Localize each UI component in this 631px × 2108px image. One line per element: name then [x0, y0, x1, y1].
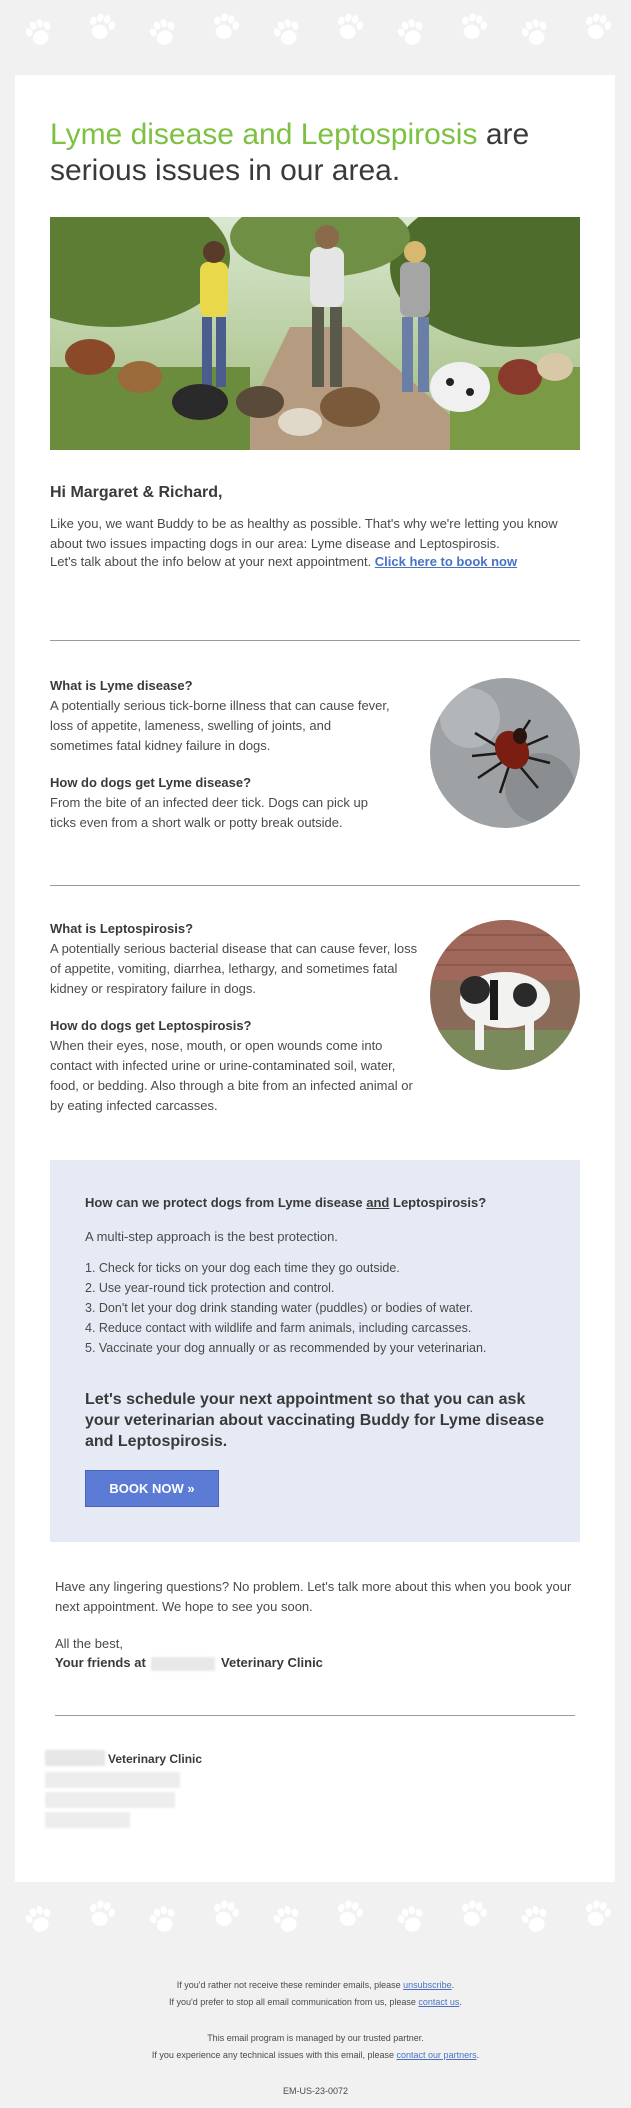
lyme-question-2: How do dogs get Lyme disease? [50, 775, 252, 790]
paw-icon [513, 11, 557, 55]
paw-icon [576, 1893, 618, 1935]
protection-title-a: How can we protect dogs from Lyme disease [85, 1195, 367, 1210]
protection-lead: A multi-step approach is the best protection. [85, 1229, 338, 1244]
protection-steps [85, 1258, 555, 1358]
paw-icon [17, 11, 61, 55]
unsubscribe-link[interactable]: unsubscribe [403, 1980, 452, 1990]
protection-title [85, 1195, 555, 1210]
footer-code: EM-US-23-0072 [282, 2086, 349, 2096]
tick-image [430, 678, 580, 828]
footer-partner-line: This email program is managed by our trusted partner. [207, 2033, 424, 2043]
footer-technical-line: If you experience any technical issues with this email, please contact our partners. [151, 2050, 480, 2060]
lepto-section [50, 920, 420, 1116]
friends-line [55, 1653, 323, 1673]
paw-icon [452, 6, 494, 48]
footer-line-1-text: If you'd rather not receive these reminder emails, please [176, 1980, 404, 1990]
lyme-answer-2: From the bite of an infected deer tick. Dogs can pick up ticks even from a short walk or potty break outside. [50, 795, 368, 830]
contact-partners-link[interactable]: contact our partners [396, 2050, 477, 2060]
paw-icon [80, 6, 122, 48]
protection-panel [50, 1160, 580, 1542]
signature-clinic-suffix: Veterinary Clinic [108, 1752, 203, 1766]
paw-icon [328, 6, 370, 48]
paw-icon [452, 1893, 494, 1935]
hero-image [50, 217, 580, 450]
appointment-cta: Let's schedule your next appointment so that you can ask your veterinarian about vaccinating Buddy for Lyme disease and Leptospirosis. [85, 1391, 545, 1450]
footer-line-2-text: If you'd prefer to stop all email communication from us, please [169, 1997, 419, 2007]
footer-contact-line: If you'd prefer to stop all email communication from us, please contact us. [169, 1997, 462, 2007]
book-now-button[interactable]: BOOK NOW » [85, 1470, 219, 1507]
intro-paragraph-2-text: Let's talk about the info below at your next appointment. [50, 554, 375, 569]
book-now-link[interactable]: Click here to book now [374, 554, 518, 569]
paw-icon [141, 11, 185, 55]
headline [50, 117, 580, 189]
tick-photo [430, 678, 580, 828]
redacted-phone [45, 1812, 130, 1828]
divider [50, 640, 580, 641]
paw-icon [17, 1898, 61, 1942]
paw-icon [204, 1893, 246, 1935]
email-card [15, 75, 615, 1882]
headline-rest: are serious issues in our area. [50, 118, 530, 187]
lyme-answer-1: A potentially serious tick-borne illness that can cause fever, loss of appetite, lameness, swelling of joints, and sometimes fatal kidney failure in dogs. [50, 698, 390, 753]
redacted-address-line [45, 1772, 180, 1788]
dog-walkers-photo [50, 217, 580, 450]
lyme-section [50, 677, 395, 833]
list-item: 3. Don't let your dog drink standing water (puddles) or bodies of water. [85, 1301, 474, 1315]
paw-pattern-top [0, 8, 631, 58]
list-item: 4. Reduce contact with wildlife and farm animals, including carcasses. [85, 1321, 472, 1335]
redacted-address-line [45, 1792, 175, 1808]
divider [55, 1715, 575, 1716]
headline-highlight: Lyme disease and Leptospirosis [50, 118, 478, 151]
footer-line-4-text: If you experience any technical issues with this email, please [151, 2050, 397, 2060]
list-item: 1. Check for ticks on your dog each time they go outside. [85, 1261, 400, 1275]
lepto-answer-2: When their eyes, nose, mouth, or open wounds come into contact with infected urine or urine-contaminated soil, water, food, or bedding. Also through a bite from an infected animal or by eating infected carcasses. [50, 1038, 413, 1113]
paw-icon [204, 6, 246, 48]
list-item: 5. Vaccinate your dog annually or as recommended by your veterinarian. [85, 1341, 487, 1355]
redacted-clinic-name [151, 1657, 215, 1671]
protection-title-and: and [366, 1195, 390, 1210]
paw-icon [513, 1898, 557, 1942]
protection-title-b: Leptospirosis? [389, 1195, 487, 1210]
contact-us-link[interactable]: contact us [418, 1997, 460, 2007]
lepto-answer-1: A potentially serious bacterial disease that can cause fever, loss of appetite, vomiting, diarrhea, lethargy, and sometimes fatal kidney or respiratory failure in dogs. [50, 941, 418, 996]
redacted-clinic-name [45, 1750, 105, 1766]
intro-paragraph-1: Like you, we want Buddy to be as healthy as possible. That's why we're letting you know about two issues impacting dogs in our area: Lyme disease and Leptospirosis. [50, 516, 558, 551]
paw-icon [265, 1898, 309, 1942]
paw-icon [389, 1898, 433, 1942]
divider [50, 885, 580, 886]
closing-paragraph: Have any lingering questions? No problem. Let's talk more about this when you book your next appointment. We hope to see you soon. [55, 1579, 572, 1614]
dog-image [430, 920, 580, 1070]
dog-photo [430, 920, 580, 1070]
paw-pattern-bottom [0, 1895, 631, 1945]
intro-paragraph-2 [50, 552, 580, 572]
paw-icon [576, 6, 618, 48]
list-item: 2. Use year-round tick protection and control. [85, 1281, 335, 1295]
lepto-question-1: What is Leptospirosis? [50, 921, 194, 936]
clinic-signature [45, 1750, 265, 1835]
signoff: All the best, [55, 1636, 123, 1651]
lepto-question-2: How do dogs get Leptospirosis? [50, 1018, 252, 1033]
paw-icon [141, 1898, 185, 1942]
clinic-suffix: Veterinary Clinic [221, 1655, 323, 1670]
footer-unsubscribe-line: If you'd rather not receive these reminder emails, please unsubscribe. [176, 1980, 455, 1990]
paw-icon [265, 11, 309, 55]
paw-icon [389, 11, 433, 55]
greeting: Hi Margaret & Richard, [50, 484, 223, 501]
friends-prefix: Your friends at [55, 1655, 146, 1670]
lyme-question-1: What is Lyme disease? [50, 678, 193, 693]
paw-icon [328, 1893, 370, 1935]
paw-icon [80, 1893, 122, 1935]
